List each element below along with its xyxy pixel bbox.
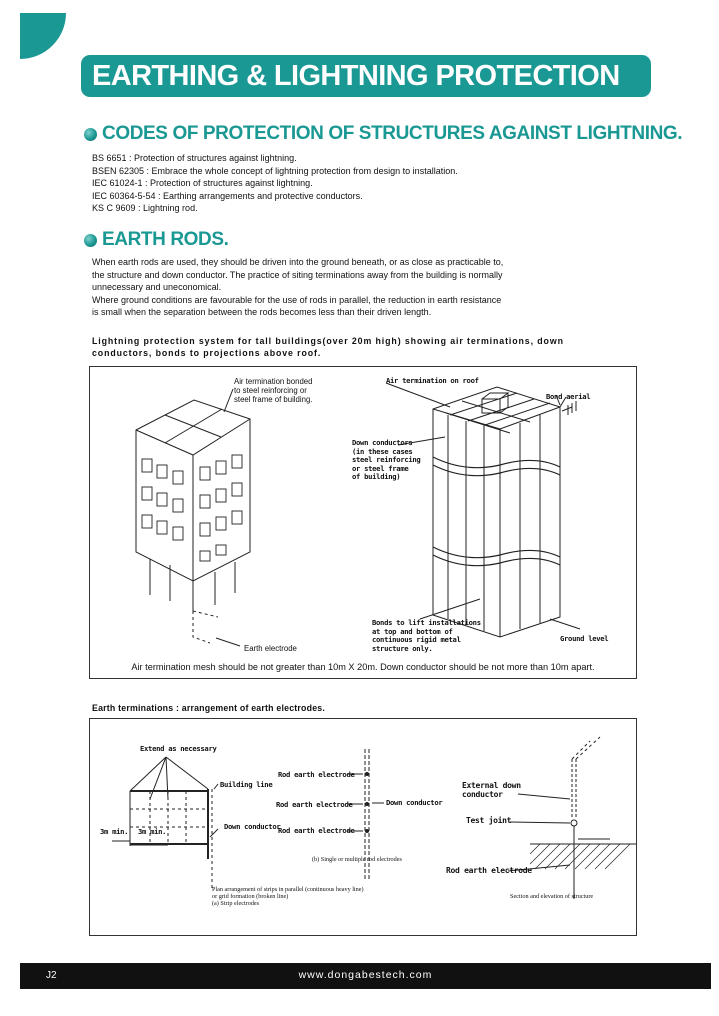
external-down-label xyxy=(462,781,521,799)
down-conductors-label xyxy=(352,439,420,482)
rods-section-heading xyxy=(84,228,229,252)
code-item: IEC 60364-5-54 : Earthing arrangements and protective conductors. xyxy=(92,190,363,201)
paragraph-line: is small when the separation between the rods becomes less than their driven length. xyxy=(92,307,432,317)
paragraph-line: the structure and down conductor. The practice of siting terminations away from the building is normally xyxy=(92,269,503,280)
figure2-box xyxy=(89,718,637,936)
rod-electrode-label-3: Rod earth electrode xyxy=(278,826,355,835)
figure1-box xyxy=(89,366,637,679)
air-termination-bonded-label xyxy=(234,377,312,404)
codes-list xyxy=(92,152,458,215)
corner-decoration xyxy=(20,13,66,59)
tall-building-illustration xyxy=(90,367,636,678)
codes-section-heading xyxy=(84,122,682,146)
rod-electrode-label-2: Rod earth electrode xyxy=(276,800,353,809)
earth-electrode-label: Earth electrode xyxy=(244,644,297,653)
sub-b-label: (b) Single or multiple rod electrodes xyxy=(312,856,402,863)
label-line: steel reinforcing xyxy=(352,455,421,465)
label-line: or steel frame xyxy=(352,463,409,473)
label-line: continuous rigid metal xyxy=(372,635,461,645)
extend-label: Extend as necessary xyxy=(140,744,217,753)
label-line: Air termination bonded xyxy=(234,377,313,386)
rods-paragraph xyxy=(92,256,503,319)
air-termination-roof-label: Air termination on roof xyxy=(386,376,479,385)
paragraph-line: Where ground conditions are favourable for the use of rods in parallel, the reduction in earth resistance xyxy=(92,294,502,305)
rod-electrode-label-4: Rod earth electrode xyxy=(446,866,532,875)
label-line: steel frame of building. xyxy=(234,395,313,404)
label-line: External down xyxy=(462,781,521,790)
rods-heading: EARTH RODS. xyxy=(102,229,229,250)
label-line: at top and bottom of xyxy=(372,626,453,636)
ground-level-label: Ground level xyxy=(560,634,609,643)
mesh-note: Air termination mesh should be not greater than 10m X 20m. Down conductor should be not more than 10m apart. xyxy=(131,662,595,672)
label-line: structure only. xyxy=(372,643,433,653)
bond-aerial-label: Bond aerial xyxy=(546,392,591,401)
bonds-lift-label xyxy=(372,619,481,653)
paragraph-line: When earth rods are used, they should be driven into the ground beneath, or as close as practicable to, xyxy=(92,257,504,267)
down-conductor-label-b: Down conductor xyxy=(386,798,443,807)
test-joint-label: Test joint xyxy=(466,816,512,825)
label-line: (in these cases xyxy=(352,446,413,456)
three-m-min-label-b: 3m min. xyxy=(138,827,167,836)
rod-electrode-label-1: Rod earth electrode xyxy=(278,770,355,779)
label-line: to steel reinforcing or xyxy=(234,386,307,395)
website-link[interactable]: www.dongabestech.com xyxy=(298,969,433,981)
caption-line: conductors, bonds to projections above roof. xyxy=(92,348,322,358)
building-line-label: Building line xyxy=(220,780,273,789)
code-item: BSEN 62305 : Embrace the whole concept of lightning protection from design to installation. xyxy=(92,165,458,176)
label-line: conductor xyxy=(462,790,503,799)
label-line: Bonds to lift installations xyxy=(372,618,481,627)
page-title: EARTHING & LIGHTNING PROTECTION xyxy=(92,60,620,92)
figure2-caption: Earth terminations : arrangement of earth electrodes. xyxy=(92,703,326,713)
caption-line: Lightning protection system for tall buildings(over 20m high) showing air terminations, down xyxy=(92,336,564,346)
section-elevation-label: Section and elevation of structure xyxy=(510,893,594,900)
paragraph-line: unnecessary and uneconomical. xyxy=(92,282,222,292)
down-conductor-label-a: Down conductor xyxy=(224,822,281,831)
page-number: J2 xyxy=(46,970,57,981)
code-item: IEC 61024-1 : Protection of structures against lightning. xyxy=(92,178,313,188)
bullet-icon xyxy=(84,234,97,247)
code-item: BS 6651 : Protection of structures against lightning. xyxy=(92,153,297,163)
code-item: KS C 9609 : Lightning rod. xyxy=(92,203,198,213)
three-m-min-label-a: 3m min. xyxy=(100,827,129,836)
page-title-banner xyxy=(81,55,651,97)
label-line: Plan arrangement of strips in parallel (continuous heavy line) xyxy=(212,886,364,893)
figure1-caption xyxy=(92,335,564,359)
codes-heading: CODES OF PROTECTION OF STRUCTURES AGAINST LIGHTNING. xyxy=(102,123,683,144)
plan-arrangement-label xyxy=(212,886,364,908)
label-line: Down conductors xyxy=(352,438,413,447)
label-line: of building) xyxy=(352,472,401,482)
bullet-icon xyxy=(84,128,97,141)
footer-bar xyxy=(20,963,711,989)
label-line: (a) Strip electrodes xyxy=(212,900,260,908)
label-line: or grid formation (broken line) xyxy=(212,893,289,901)
